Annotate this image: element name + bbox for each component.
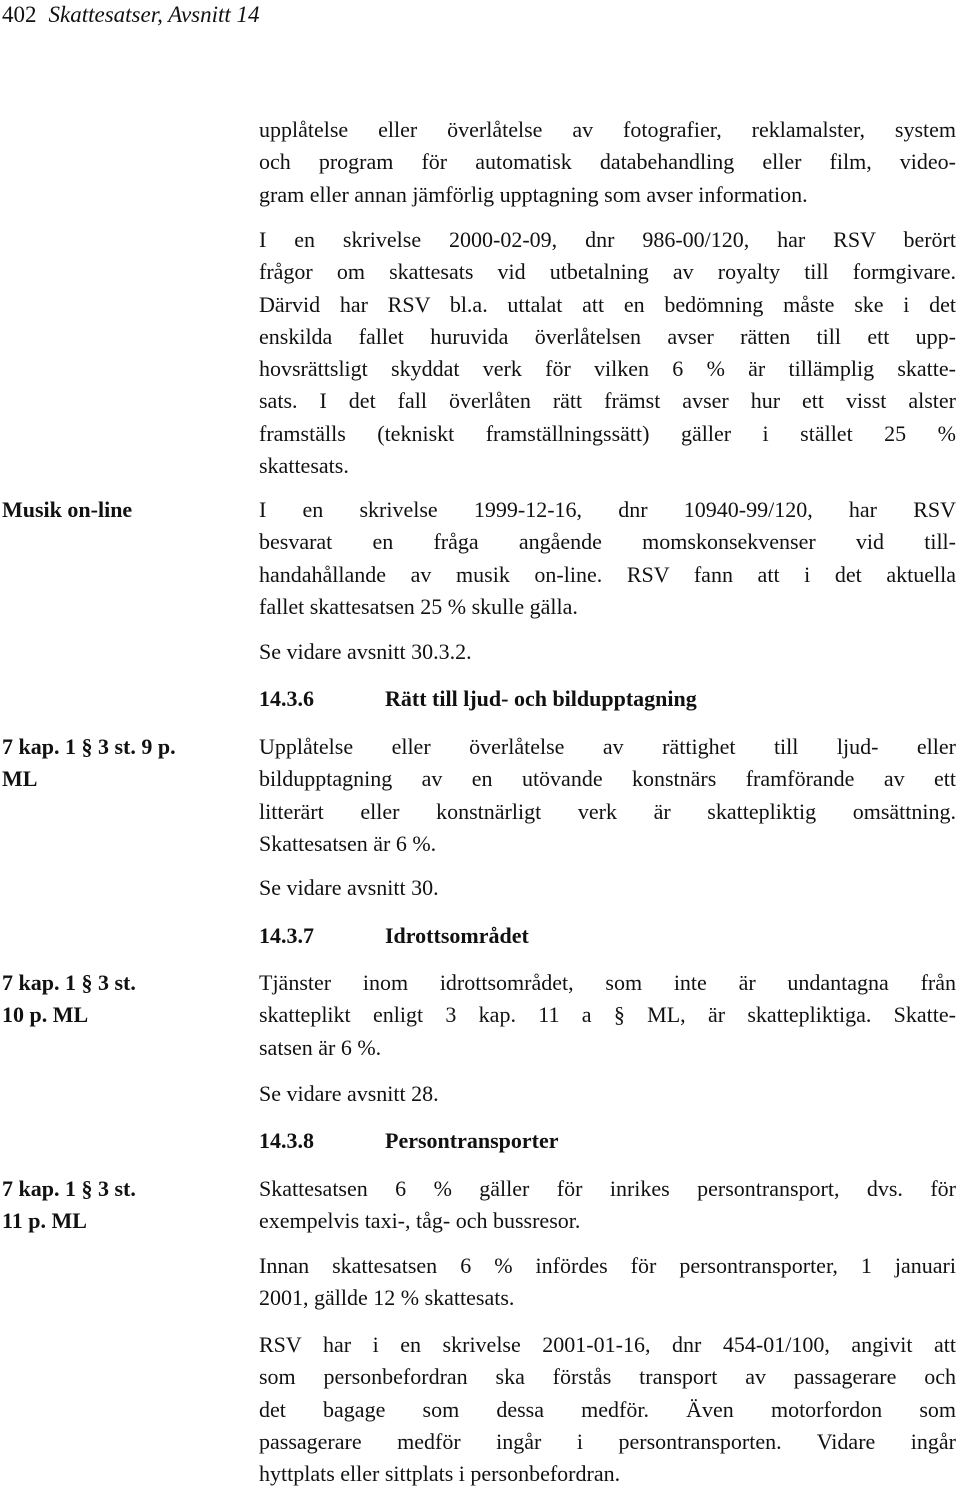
margin-note-line: 11 p. ML [2,1208,87,1233]
text-line: hyttplats eller sittplats i personbefordran. [259,1461,621,1487]
page-header [2,0,260,30]
margin-note-ref-10p [2,967,212,1031]
text-line: skatteplikt enligt 3 kap. 11 a § ML, är skattepliktiga. Skatte- [259,1002,956,1028]
paragraph-royalty [259,224,956,482]
text-line: Se vidare avsnitt 30.3.2. [259,639,472,664]
header-title: Skattesatser, Avsnitt 14 [48,2,260,27]
text-line: I en skrivelse 1999-12-16, dnr 10940-99/120, har RSV [259,497,956,522]
section-title: Rätt till ljud- och bildupptagning [385,686,697,711]
section-title: Idrottsområdet [385,923,529,948]
text-line: litterärt eller konstnärligt verk är skattepliktig omsättning. [259,798,956,824]
margin-note-line: 7 kap. 1 § 3 st. 9 p. [2,734,176,759]
text-line: RSV har i en skrivelse 2001-01-16, dnr 454-01/100, angivit att [259,1332,956,1357]
text-line: I en skrivelse 2000-02-09, dnr 986-00/120, har RSV berört [259,227,956,252]
margin-note-musik [2,494,212,526]
text-line: enskilda fallet huruvida överlåtelsen avser rätten till ett upp- [259,323,956,349]
reference-30 [259,872,956,904]
margin-note-ref-11p [2,1173,212,1237]
section-number: 14.3.6 [259,686,314,711]
text-line: gram eller annan jämförlig upptagning som avser information. [259,181,808,207]
text-line: framställs (tekniskt framställningssätt) gäller i stället 25 % [259,420,956,446]
margin-note-line: 7 kap. 1 § 3 st. [2,970,136,995]
text-line: frågor om skattesats vid utbetalning av royalty till formgivare. [259,259,956,285]
text-line: Se vidare avsnitt 28. [259,1081,439,1106]
margin-note-line: 7 kap. 1 § 3 st. [2,1176,136,1201]
section-heading-14-3-6 [259,683,697,715]
text-line: exempelvis taxi-, tåg- och bussresor. [259,1208,581,1234]
text-line: fallet skattesatsen 25 % skulle gälla. [259,593,578,619]
text-line: handahållande av musik on-line. RSV fann att i det aktuella [259,561,956,587]
section-heading-14-3-8 [259,1125,559,1157]
paragraph-personbefordran [259,1329,956,1490]
text-line: 2001, gällde 12 % skattesats. [259,1285,515,1311]
paragraph-musik [259,494,956,623]
text-line: och program för automatisk databehandling eller film, video- [259,149,956,175]
text-line: Skattesatsen 6 % gäller för inrikes persontransport, dvs. för [259,1176,956,1201]
text-line: bildupptagning av en utövande konstnärs framförande av ett [259,766,956,792]
paragraph-innan-skattesats [259,1250,956,1315]
text-line: upplåtelse eller överlåtelse av fotografier, reklamalster, system [259,117,956,142]
text-line: passagerare medför ingår i persontransporten. Vidare ingår [259,1428,956,1454]
reference-28 [259,1078,956,1110]
section-title: Persontransporter [385,1128,559,1153]
margin-note-line: ML [2,766,38,791]
reference-30-3-2 [259,636,956,668]
text-line: besvarat en fråga angående momskonsekvenser vid till- [259,529,956,555]
page-number: 402 [2,2,37,27]
section-number: 14.3.8 [259,1128,314,1153]
text-line: Tjänster inom idrottsområdet, som inte är undantagna från [259,970,956,995]
text-line: Skattesatsen är 6 %. [259,830,437,856]
paragraph-persontransport [259,1173,956,1238]
text-line: Innan skattesatsen 6 % infördes för persontransporter, 1 januari [259,1253,956,1278]
section-heading-14-3-7 [259,920,529,952]
margin-note-musik-text: Musik on-line [2,497,133,522]
paragraph-idrott [259,967,956,1064]
text-line: som personbefordran ska förstås transport av passagerare och [259,1364,956,1390]
margin-note-ref-9p [2,731,212,795]
text-line: hovsrättsligt skyddat verk för vilken 6 % är tillämplig skatte- [259,356,956,382]
margin-note-line: 10 p. ML [2,1002,89,1027]
section-number: 14.3.7 [259,923,314,948]
text-line: det bagage som dessa medför. Även motorfordon som [259,1396,956,1422]
text-line: satsen är 6 %. [259,1034,382,1060]
text-line: Se vidare avsnitt 30. [259,875,439,900]
text-line: Därvid har RSV bl.a. uttalat att en bedömning måste ske i det [259,291,956,317]
text-line: sats. I det fall överlåten rätt främst avser hur ett visst alster [259,388,956,414]
text-line: Upplåtelse eller överlåtelse av rättighet till ljud- eller [259,734,956,759]
paragraph-upplatelse [259,114,956,211]
paragraph-ljud-bild [259,731,956,860]
text-line: skattesats. [259,453,349,479]
